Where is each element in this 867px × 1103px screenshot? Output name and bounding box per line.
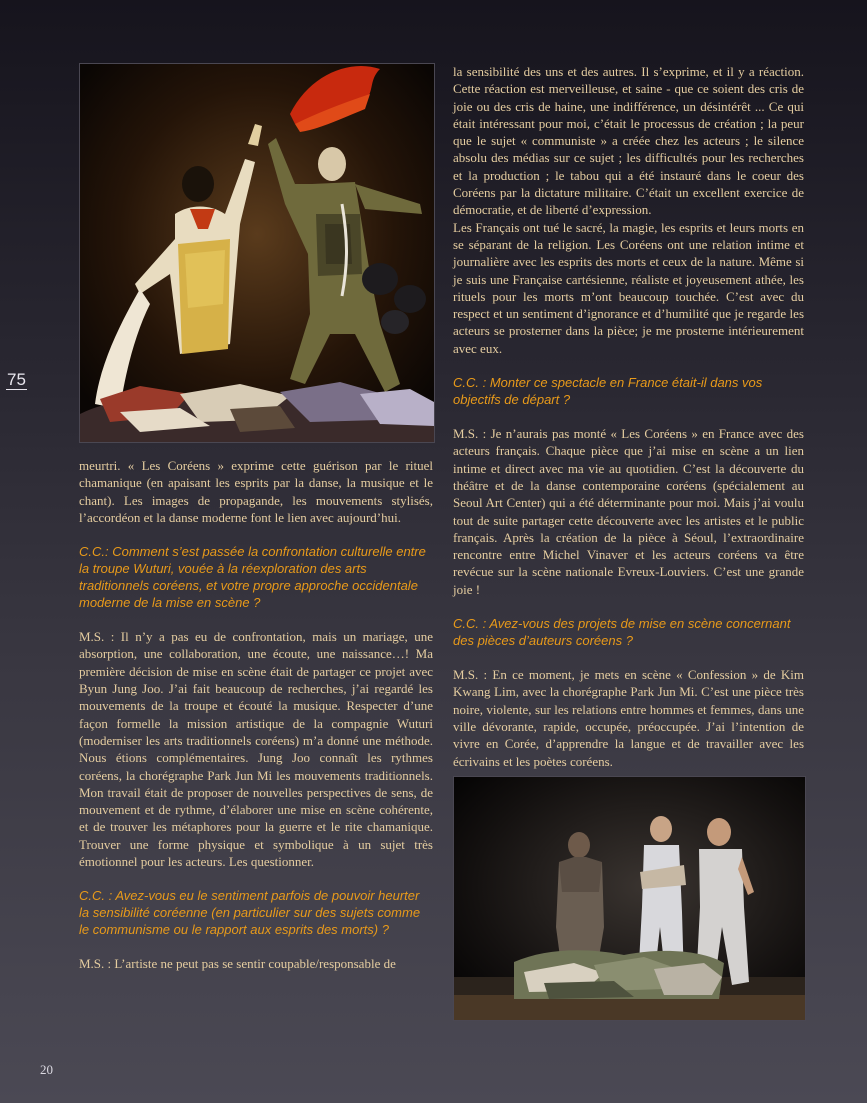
question-2 bbox=[79, 887, 433, 938]
question-1-label: C.C.: bbox=[79, 544, 113, 560]
right-paragraph-2: Les Français ont tué le sacré, la magie, les esprits et leurs morts en se séparant de la religion. Les Coréens ont une relation intime et journalière avec les esprits des morts et ceux de la nature. Même si je suis une Française cartésienne, réaliste et joyeusement athée, les rituels pour les morts m’ont beaucoup touchée. C’est avec du respect et un sentiment d’ignorance et d’humilité que je regarde les acteurs se prosterner dans la pièce; je me prosterne intérieurement avec eux. bbox=[453, 219, 804, 356]
question-2-label: C.C. : bbox=[79, 888, 116, 904]
stage-photo-clothes bbox=[453, 776, 806, 1021]
answer-3: M.S. : Je n’aurais pas monté « Les Coréens » en France avec des acteurs français. Chaque pièce que j’ai mise en scène a un lien intime et direct avec ma vie au quotidien. C’est la découverte du théâtre et de la danse contemporaine coréens (spécialement au Seoul Art Center) qui a été déterminante pour moi. Mais j’ai voulu tout de suite partager cette découverte avec les artistes et le public français. Après la création de la pièce à Séoul, l’extraordinaire rencontre entre Michel Vinaver et les acteurs coréens va être revécue sur la scène nationale Evreux-Louviers. C’est une grande joie ! bbox=[453, 426, 804, 597]
question-4-label: C.C. : bbox=[453, 616, 490, 632]
question-3 bbox=[453, 374, 804, 408]
right-paragraph-1: la sensibilité des uns et des autres. Il s’exprime, et il y a réaction. Cette réaction est merveilleuse, et saine - que ce soient des cris de joie ou des cris de haine, une indifférence, un désintérêt ... Ce qui était intéressant pour moi, c’était le processus de création ; la peur que le sujet « communiste » a créée chez les acteurs ; le silence absolu des médias sur ce sujet ; les difficultés pour les recherches et la production ; le tabou qui a été instauré dans le coeur des Coréens par la dictature militaire. C’était un excellent exercice de démocratie, et de liberté d’expression. bbox=[453, 64, 804, 218]
left-text-column bbox=[79, 457, 433, 973]
question-1-text: Comment s’est passée la confrontation culturelle entre la troupe Wuturi, vouée à la réexploration des arts traditionnels coréens, et votre propre approche occidentale moderne de la mise en scène ? bbox=[79, 544, 426, 611]
answer-1: M.S. : Il n’y a pas eu de confrontation, mais un mariage, une absorption, une collaboration, une écoute, une naissance…! Ma première décision de mise en scène était de partager ce projet avec Byun Jung Joo. J’ai fait beaucoup de recherches, j’ai regardé les mouvements de la troupe et écouté la musique. Respecter d’une façon formelle la mission artistique de la compagnie Wuturi (moderniser les arts traditionnels coréens) m’a donné une méthode. Nous étions complémentaires. Jung Joo connaît les rythmes coréens, la chorégraphe Park Jun Mi les mouvements traditionnels. Mon travail était de proposer de nouvelles perspectives de sens, de mouvement et de rythme, d’élaborer une mise en scène cohérente, et de trouver les métaphores pour la guerre et le rite chamanique. Trouver une forme physique et symbolique à un sujet très émotionnel pour les acteurs. Les questionner. bbox=[79, 629, 433, 870]
question-2-text: Avez-vous eu le sentiment parfois de pouvoir heurter la sensibilité coréenne (en particulier sur des sujets comme le communisme ou le rapport aux esprits des morts) ? bbox=[79, 888, 421, 938]
left-paragraph-1: meurtri. « Les Coréens » exprime cette guérison par le rituel chamanique (en apaisant les esprits par la danse, la musique et le chant). Les images de propagande, les mouvements stylisés, l’accordéon et la danse moderne font le lien avec aujourd’hui. bbox=[79, 458, 433, 525]
question-4 bbox=[453, 615, 804, 649]
answer-2-start: M.S. : L’artiste ne peut pas se sentir coupable/responsable de bbox=[79, 956, 396, 972]
side-page-number: 75 bbox=[7, 370, 26, 389]
question-4-text: Avez-vous des projets de mise en scène concernant des pièces d’auteurs coréens ? bbox=[453, 616, 791, 649]
question-3-label: C.C. : bbox=[453, 375, 490, 391]
answer-4: M.S. : En ce moment, je mets en scène « Confession » de Kim Kwang Lim, avec la chorégraphe Park Jun Mi. C’est une pièce très noire, violente, sur les relations entre hommes et femmes, dans une ville dévorante, rapide, occupée, préoccupée. J’ai l’intention de vivre en Corée, d’apprendre la langue et de travailler avec les écrivains et les poètes coréens. bbox=[453, 667, 804, 769]
question-3-text: Monter ce spectacle en France était-il dans vos objectifs de départ ? bbox=[453, 375, 763, 408]
right-text-column bbox=[453, 63, 804, 770]
folio-page-number: 20 bbox=[40, 1062, 53, 1077]
question-1 bbox=[79, 543, 433, 611]
stage-photo-flag bbox=[79, 63, 435, 443]
